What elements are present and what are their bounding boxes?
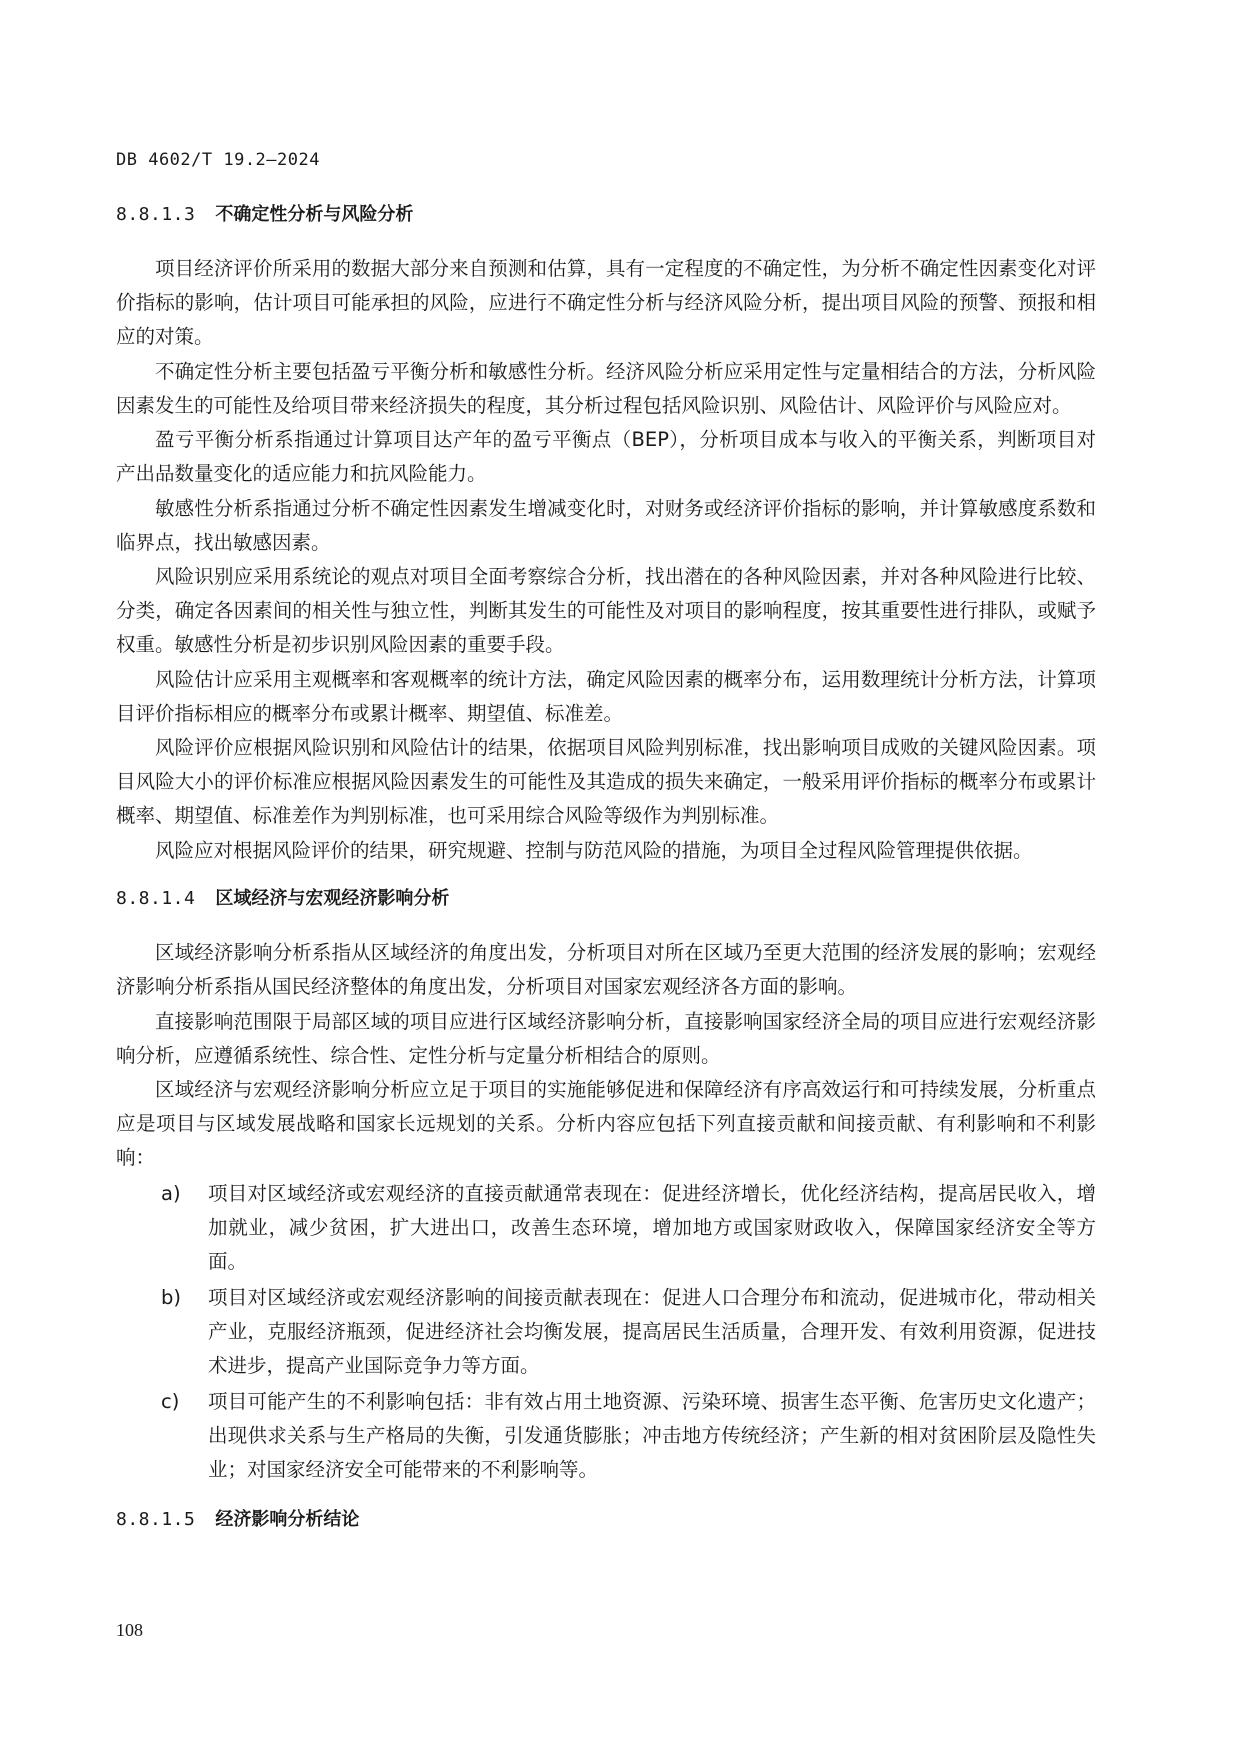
list-item-text: 项目对区域经济或宏观经济的直接贡献通常表现在：促进经济增长，优化经济结构，提高居民收入，增加就业，减少贫困，扩大进出口，改善生态环境，增加地方或国家财政收入，保障国家经济安全等方面。 [208,1182,1096,1273]
paragraph: 不确定性分析主要包括盈亏平衡分析和敏感性分析。经济风险分析应采用定性与定量相结合的方法，分析风险因素发生的可能性及给项目带来经济损失的程度，其分析过程包括风险识别、风险估计、风险评价与风险应对。 [116,359,1096,417]
section-heading [116,1505,1096,1535]
list-item [116,1281,1096,1383]
page-content [116,200,1096,1557]
paragraph: 敏感性分析系指通过分析不确定性因素发生增减变化时，对财务或经济评价指标的影响，并计算敏感度系数和临界点，找出敏感因素。 [116,496,1096,554]
section-number: 8.8.1.4 [116,888,196,909]
section-title: 经济影响分析结论 [215,1509,360,1530]
paragraph: 盈亏平衡分析系指通过计算项目达产年的盈亏平衡点（BEP），分析项目成本与收入的平衡关系，判断项目对产出品数量变化的适应能力和抗风险能力。 [116,428,1096,485]
section-heading [116,200,1096,230]
standard-code: DB 4602/T 19.2—2024 [116,150,320,170]
section-number: 8.8.1.5 [116,1509,196,1530]
paragraph: 风险评价应根据风险识别和风险估计的结果，依据项目风险判别标准，找出影响项目成败的关键风险因素。项目风险大小的评价标准应根据风险因素发生的可能性及其造成的损失来确定，一般采用评价指标的概率分布或累计概率、期望值、标准差作为判别标准，也可采用综合风险等级作为判别标准。 [116,736,1096,827]
paragraph: 风险估计应采用主观概率和客观概率的统计方法，确定风险因素的概率分布，运用数理统计分析方法，计算项目评价指标相应的概率分布或累计概率、期望值、标准差。 [116,667,1096,725]
list-item [116,1385,1096,1487]
paragraph: 区域经济影响分析系指从区域经济的角度出发，分析项目对所在区域乃至更大范围的经济发展的影响；宏观经济影响分析系指从国民经济整体的角度出发，分析项目对国家宏观经济各方面的影响。 [116,941,1096,998]
section-heading [116,884,1096,914]
list [116,1177,1096,1487]
paragraph: 风险应对根据风险评价的结果，研究规避、控制与防范风险的措施，为项目全过程风险管理提供依据。 [155,838,1033,862]
section-title: 不确定性分析与风险分析 [215,204,414,225]
section-title: 区域经济与宏观经济影响分析 [215,888,450,909]
paragraph: 风险识别应采用系统论的观点对项目全面考察综合分析，找出潜在的各种风险因素，并对各种风险进行比较、分类，确定各因素间的相关性与独立性，判断其发生的可能性及对项目的影响程度，按其重要性进行排队，或赋予权重。敏感性分析是初步识别风险因素的重要手段。 [116,565,1096,656]
paragraph: 直接影响范围限于局部区域的项目应进行区域经济影响分析，直接影响国家经济全局的项目应进行宏观经济影响分析，应遵循系统性、综合性、定性分析与定量分析相结合的原则。 [116,1009,1096,1067]
page-number: 108 [116,1620,143,1640]
list-item-label: b) [161,1286,181,1309]
paragraph: 区域经济与宏观经济影响分析应立足于项目的实施能够促进和保障经济有序高效运行和可持续发展，分析重点应是项目与区域发展战略和国家长远规划的关系。分析内容应包括下列直接贡献和间接贡献、有利影响和不利影响： [116,1078,1096,1169]
list-item-label: c) [161,1390,180,1413]
list-item-text: 项目可能产生的不利影响包括：非有效占用土地资源、污染环境、损害生态平衡、危害历史文化遗产；出现供求关系与生产格局的失衡，引发通货膨胀；冲击地方传统经济；产生新的相对贫困阶层及隐性失业；对国家经济安全可能带来的不利影响等。 [208,1390,1096,1481]
paragraph: 项目经济评价所采用的数据大部分来自预测和估算，具有一定程度的不确定性，为分析不确定性因素变化对评价指标的影响，估计项目可能承担的风险，应进行不确定性分析与经济风险分析，提出项目风险的预警、预报和相应的对策。 [116,257,1096,348]
list-item-text: 项目对区域经济或宏观经济影响的间接贡献表现在：促进人口合理分布和流动，促进城市化，带动相关产业，克服经济瓶颈，促进经济社会均衡发展，提高居民生活质量，合理开发、有效利用资源，促进技术进步，提高产业国际竞争力等方面。 [208,1286,1096,1377]
list-item-label: a) [161,1182,181,1205]
list-item [116,1177,1096,1279]
section-number: 8.8.1.3 [116,204,196,225]
